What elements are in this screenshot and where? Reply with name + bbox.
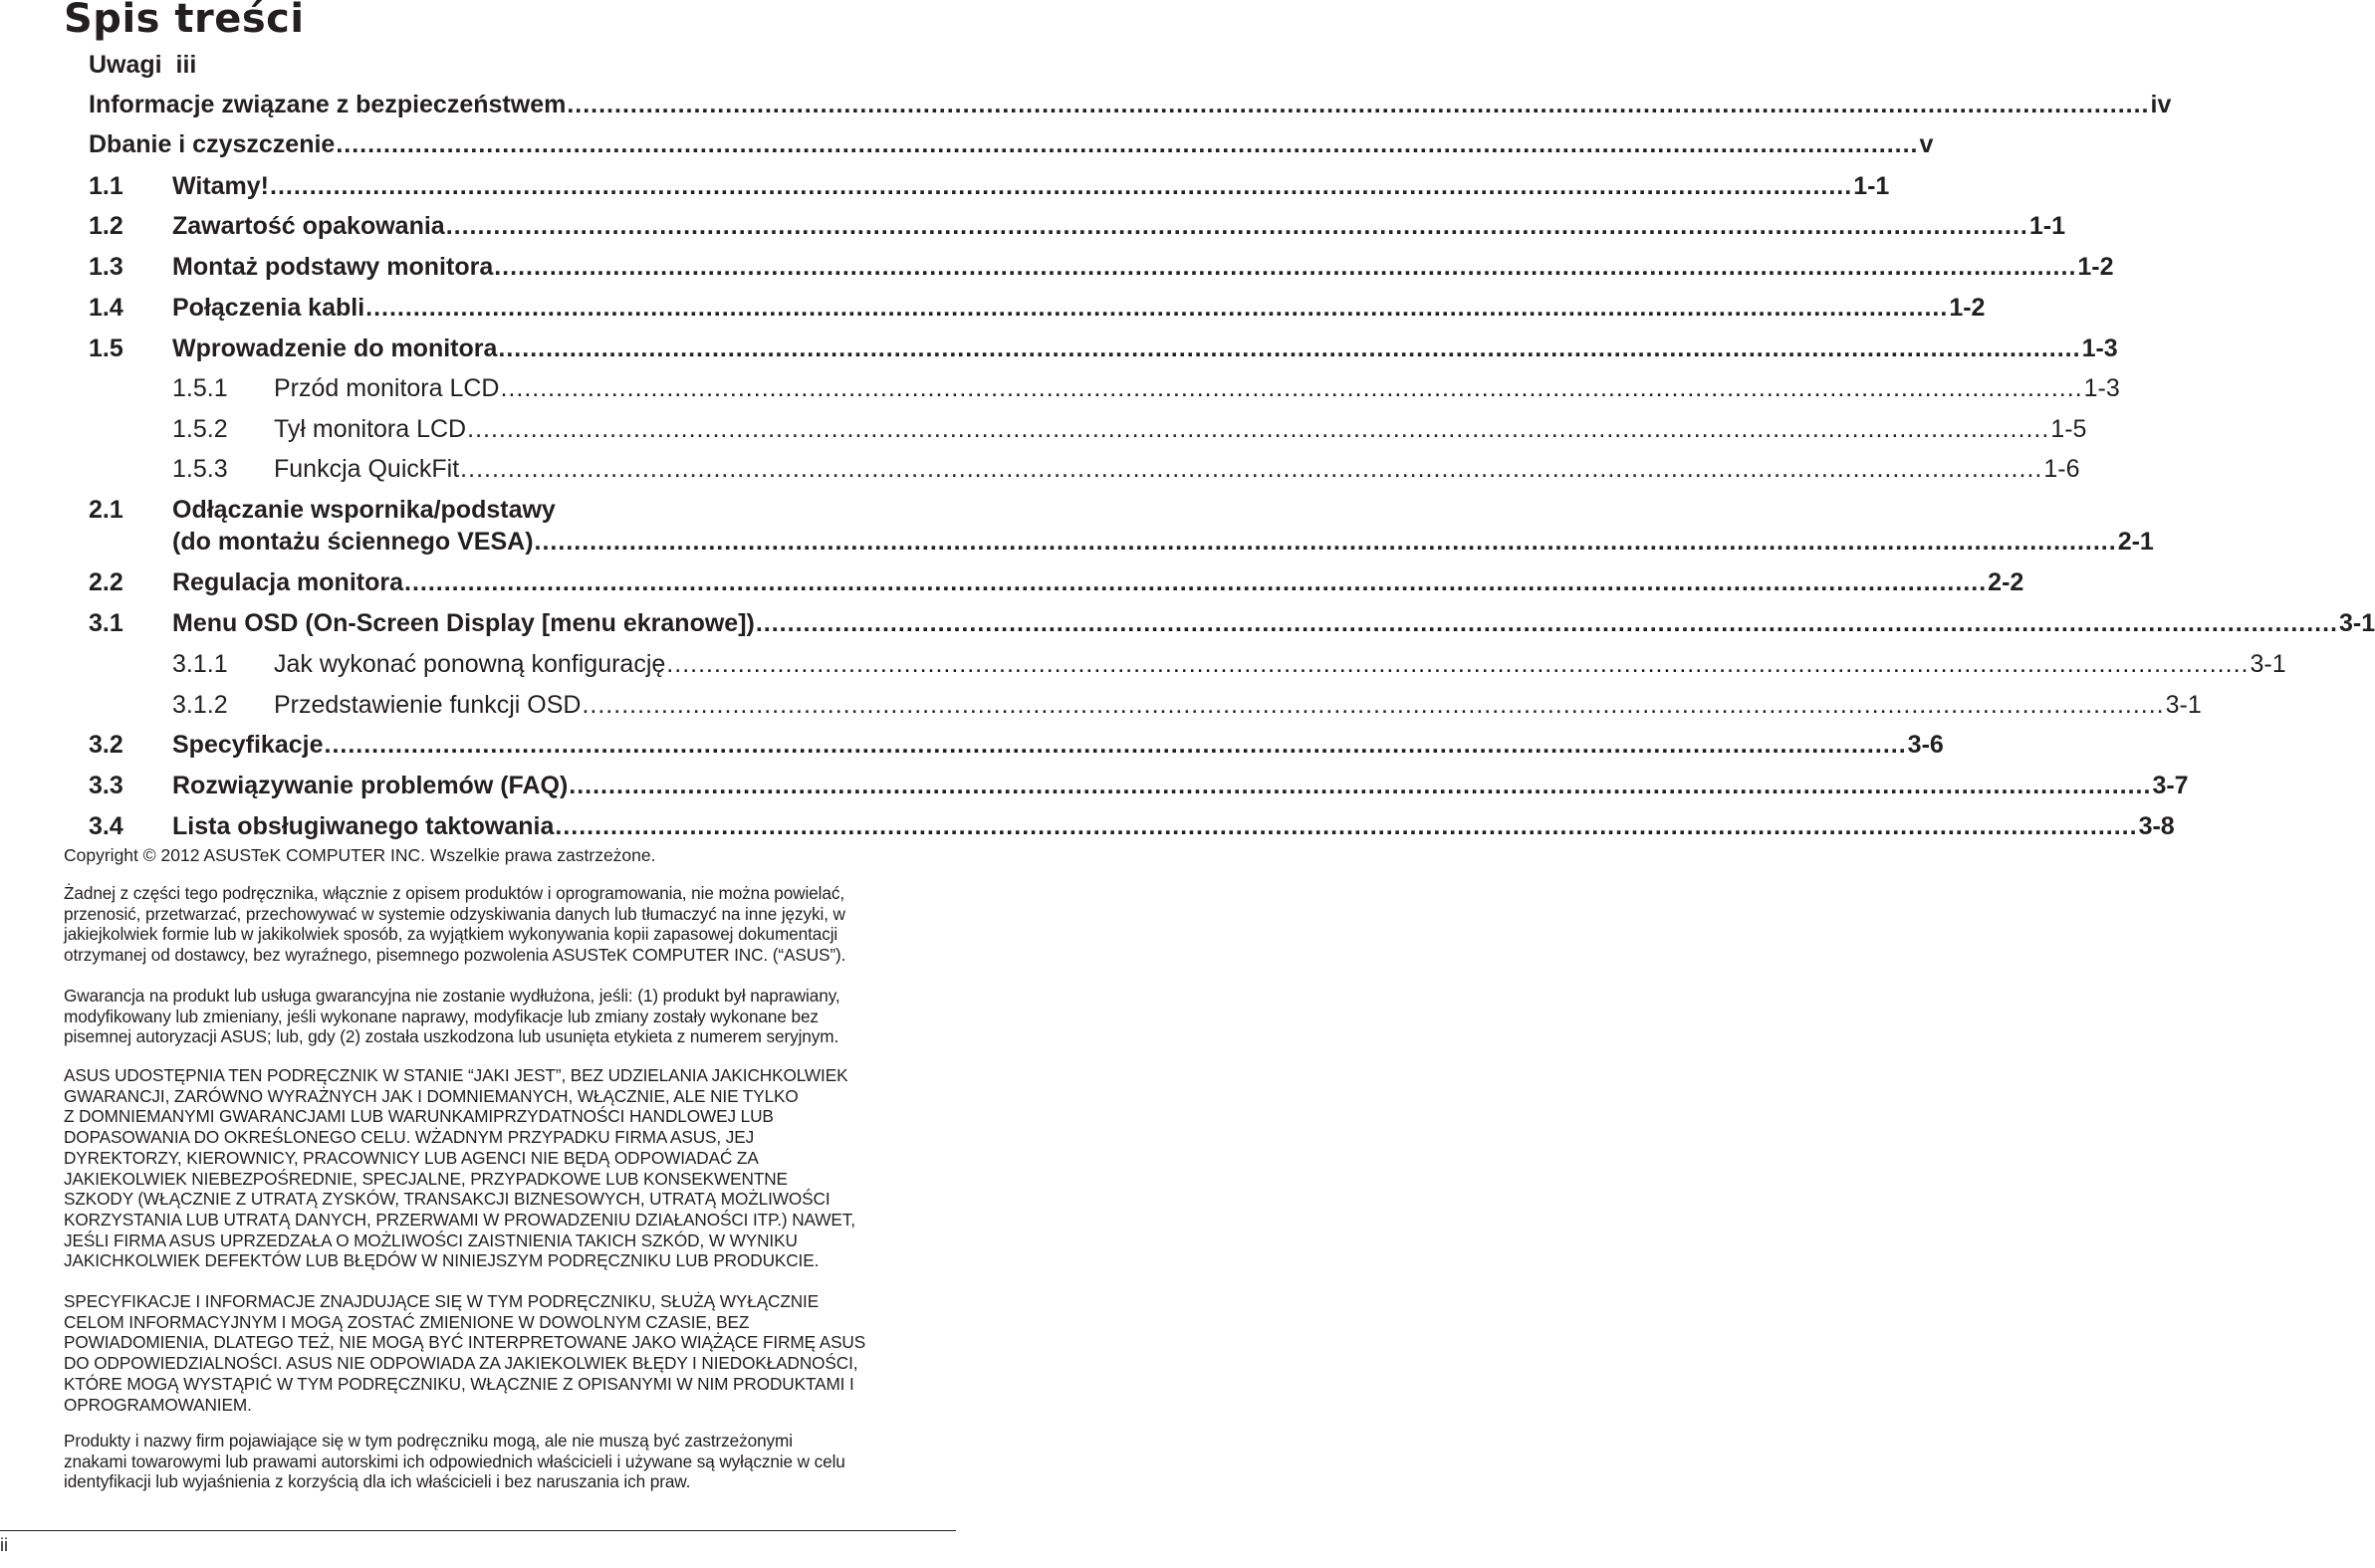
toc-entry-number: 1.5.2 bbox=[172, 415, 228, 443]
toc-entry-title: Przedstawienie funkcji OSD bbox=[274, 691, 582, 719]
toc-entry[interactable] bbox=[0, 211, 2066, 241]
toc-entry-title-line bbox=[172, 567, 2024, 597]
toc-leader-dots: ........................................................................................................................................................................................................ bbox=[567, 91, 2150, 118]
toc-entry[interactable] bbox=[0, 414, 2087, 444]
toc-entry[interactable] bbox=[0, 649, 2286, 679]
toc-entry-title: Witamy! bbox=[172, 172, 270, 200]
toc-entry-number: 1.5 bbox=[89, 335, 123, 362]
toc-leader-dots: ........................................................................................................................................................................................................ bbox=[324, 731, 1907, 759]
toc-entry-title: Rozwiązywanie problemów (FAQ) bbox=[172, 772, 569, 799]
toc-entry-title: Tył monitora LCD bbox=[274, 415, 467, 443]
toc-entry-title: Uwagi bbox=[89, 51, 162, 79]
legal-line: CELOM INFORMACYJNYM I MOGĄ ZOSTAĆ ZMIENIONE W DOWOLNYM CZASIE, BEZ bbox=[64, 1311, 750, 1332]
legal-line: identyfikacji lub wyjaśnienia z korzyścią dla ich właścicieli i bez naruszania ich praw. bbox=[64, 1471, 691, 1492]
toc-entry-continuation[interactable] bbox=[0, 527, 2154, 557]
toc-entry[interactable] bbox=[0, 293, 1986, 323]
toc-entry-number: 1.4 bbox=[89, 294, 123, 322]
legal-paragraph bbox=[64, 1431, 950, 1492]
toc-leader-dots: ........................................................................................................................................................................................................ bbox=[467, 415, 2050, 443]
toc-leader-dots: ........................................................................................................................................................................................................ bbox=[365, 294, 1949, 322]
legal-line: OPROGRAMOWANIEM. bbox=[64, 1394, 252, 1415]
legal-line: GWARANCJI, ZARÓWNO WYRAŻNYCH JAK I DOMNIEMANYCH, WŁĄCZNIE, ALE NIE TYLKO bbox=[64, 1085, 799, 1106]
toc-entry[interactable] bbox=[0, 129, 1934, 159]
legal-line: DOPASOWANIA DO OKREŚLONEGO CELU. WŻADNYM PRZYPADKU FIRMA ASUS, JEJ bbox=[64, 1127, 755, 1148]
toc-entry-title-line bbox=[172, 527, 2154, 557]
toc-entry-page: 1-6 bbox=[2043, 455, 2080, 483]
legal-line: DYREKTORZY, KIEROWNICY, PRACOWNICY LUB AGENCI NIE BĘDĄ ODPOWIADAĆ ZA bbox=[64, 1147, 759, 1168]
toc-entry-page: 1-1 bbox=[2028, 212, 2066, 240]
toc-entry-title-line bbox=[89, 50, 196, 80]
toc-entry-title-line bbox=[172, 730, 1944, 760]
toc-entry-title-line bbox=[274, 649, 2286, 679]
toc-entry-page: iv bbox=[2150, 91, 2172, 118]
toc-entry-number: 1.1 bbox=[89, 172, 123, 200]
toc-entry-title-line bbox=[89, 90, 2172, 119]
legal-paragraph bbox=[64, 1291, 950, 1415]
toc-entry-page: iii bbox=[175, 51, 197, 79]
toc-entry-title-line bbox=[172, 211, 2066, 241]
toc-entry-number: 3.1 bbox=[89, 609, 123, 637]
toc-entry[interactable] bbox=[0, 373, 2120, 403]
legal-line: POWIADOMIENIA, DLATEGO TEŻ, NIE MOGĄ BYĆ INTERPRETOWANE JAKO WIĄŻĄCE FIRMĘ ASUS bbox=[64, 1332, 866, 1353]
toc-entry-page: 1-2 bbox=[2077, 253, 2114, 281]
toc-entry-number: 3.4 bbox=[89, 812, 123, 840]
toc-entry-title: Przód monitora LCD bbox=[274, 374, 500, 402]
legal-line: pisemnej autoryzacji ASUS; lub, gdy (2) została uszkodzona lub usunięta etykieta z numerem seryjnym. bbox=[64, 1026, 839, 1047]
legal-line: modyfikowany lub zmieniany, jeśli wykonane naprawy, modyfikacje lub zmiany zostały wykonane bez bbox=[64, 1006, 819, 1026]
toc-entry-number: 1.3 bbox=[89, 253, 123, 281]
toc-entry-title-line bbox=[172, 334, 2118, 363]
toc-entry-title-line bbox=[172, 293, 1986, 323]
legal-line: znakami towarowymi lub prawami autorskimi ich odpowiednich właścicieli i używane są wyłącznie w celu bbox=[64, 1451, 845, 1471]
toc-entry-page: 3-8 bbox=[2138, 812, 2175, 840]
toc-entry-number: 1.5.1 bbox=[172, 374, 228, 402]
toc-entry-title: Informacje związane z bezpieczeństwem bbox=[89, 91, 567, 118]
toc-entry-title: Wprowadzenie do monitora bbox=[172, 335, 498, 362]
toc-entry[interactable] bbox=[0, 567, 2024, 597]
toc-entry-title-line bbox=[172, 811, 2175, 841]
toc-entry[interactable] bbox=[0, 454, 2080, 484]
toc-entry-title-line bbox=[172, 252, 2114, 282]
toc-entry-title-line bbox=[172, 608, 2375, 638]
toc-entry[interactable] bbox=[0, 50, 956, 80]
toc-entry-title: Funkcja QuickFit bbox=[274, 455, 460, 483]
toc-leader-dots: ........................................................................................................................................................................................................ bbox=[500, 374, 2083, 402]
toc-entry[interactable] bbox=[0, 252, 2114, 282]
toc-entry[interactable] bbox=[0, 334, 2118, 363]
toc-entry-title-line bbox=[274, 414, 2087, 444]
toc-entry-page: 3-6 bbox=[1907, 731, 1944, 759]
toc-entry-number: 3.3 bbox=[89, 772, 123, 799]
toc-entry[interactable] bbox=[0, 690, 2202, 720]
toc-entry-page: 1-3 bbox=[2083, 374, 2120, 402]
legal-line: KTÓRE MOGĄ WYSTĄPIĆ W TYM PODRĘCZNIKU, WŁĄCZNIE Z OPISANYMI W NIM PRODUKTAMI I bbox=[64, 1373, 854, 1394]
toc-entry[interactable] bbox=[0, 608, 2375, 638]
toc-entry-title: Połączenia kabli bbox=[172, 294, 365, 322]
toc-leader-dots: ........................................................................................................................................................................................................ bbox=[336, 130, 1919, 158]
toc-entry[interactable] bbox=[0, 771, 2189, 800]
toc-leader-dots: ........................................................................................................................................................................................................ bbox=[582, 691, 2165, 719]
toc-entry-number: 2.2 bbox=[89, 568, 123, 596]
toc-entry-page: 1-2 bbox=[1949, 294, 1986, 322]
footer-divider bbox=[0, 1530, 956, 1531]
toc-entry-title-line bbox=[89, 129, 1934, 159]
toc-entry-title: Montaż podstawy monitora bbox=[172, 253, 494, 281]
legal-line: SZKODY (WŁĄCZNIE Z UTRATĄ ZYSKÓW, TRANSAKCJI BIZNESOWYCH, UTRATĄ MOŻLIWOŚCI bbox=[64, 1189, 831, 1210]
toc-entry-number: 1.5.3 bbox=[172, 455, 228, 483]
legal-line: KORZYSTANIA LUB UTRATĄ DANYCH, PRZERWAMI W PROWADZENIU DZIAŁANOŚCI ITP.) NAWET, bbox=[64, 1209, 855, 1230]
toc-entry-title-line bbox=[172, 171, 1890, 201]
toc-entry-page: 3-1 bbox=[2165, 691, 2202, 719]
legal-line: JEŚLI FIRMA ASUS UPRZEDZAŁA O MOŻLIWOŚCI ZAISTNIENIA TAKICH SZKÓD, W WYNIKU bbox=[64, 1230, 798, 1250]
toc-entry-title-line bbox=[172, 771, 2189, 800]
legal-line: ASUS UDOSTĘPNIA TEN PODRĘCZNIK W STANIE “JAKI JEST”, BEZ UDZIELANIA JAKICHKOLWIEK bbox=[64, 1065, 848, 1085]
toc-entry-title: Lista obsługiwanego taktowania bbox=[172, 812, 555, 840]
toc-entry-title-line bbox=[274, 373, 2120, 403]
toc-entry-number: 3.1.1 bbox=[172, 650, 228, 678]
toc-entry-page: 1-5 bbox=[2050, 415, 2087, 443]
page-title: Spis treści bbox=[64, 0, 305, 42]
toc-entry[interactable] bbox=[0, 90, 2172, 119]
toc-entry-page: 3-1 bbox=[2250, 650, 2286, 678]
toc-leader-dots: ........................................................................................................................................................................................................ bbox=[498, 335, 2081, 362]
toc-entry-title: Specyfikacje bbox=[172, 731, 324, 759]
toc-entry-title: Regulacja monitora bbox=[172, 568, 403, 596]
toc-spacer bbox=[162, 50, 176, 80]
toc-leader-dots: ........................................................................................................................................................................................................ bbox=[494, 253, 2077, 281]
legal-paragraph bbox=[64, 986, 950, 1047]
legal-line: JAKIEKOLWIEK NIEBEZPOŚREDNIE, SPECJALNE, PRZYPADKOWE LUB KONSEKWENTNE bbox=[64, 1168, 788, 1189]
toc-entry-title: Zawartość opakowania bbox=[172, 212, 445, 240]
legal-line: Produkty i nazwy firm pojawiające się w tym podręczniku mogą, ale nie muszą być zastrzeżonymi bbox=[64, 1431, 793, 1451]
toc-entry[interactable] bbox=[0, 730, 1944, 760]
toc-leader-dots: ........................................................................................................................................................................................................ bbox=[534, 528, 2117, 556]
legal-paragraph bbox=[64, 883, 950, 966]
toc-entry[interactable] bbox=[0, 495, 956, 525]
legal-line: przenosić, przetwarzać, przechowywać w systemie odzyskiwania danych lub tłumaczyć na inne języki, w bbox=[64, 903, 845, 924]
toc-entry-number: 3.2 bbox=[89, 731, 123, 759]
toc-entry-page: 2-2 bbox=[1988, 568, 2024, 596]
toc-leader-dots: ........................................................................................................................................................................................................ bbox=[755, 609, 2339, 637]
legal-line: DO ODPOWIEDZIALNOŚCI. ASUS NIE ODPOWIADA ZA JAKIEKOLWIEK BŁĘDY I NIEDOKŁADNOŚCI, bbox=[64, 1353, 858, 1374]
toc-entry-title: Odłączanie wspornika/podstawy bbox=[172, 496, 556, 524]
toc-entry-number: 2.1 bbox=[89, 496, 123, 524]
page-number: ii bbox=[0, 1535, 8, 1555]
toc-entry[interactable] bbox=[0, 171, 1890, 201]
copyright-notice: Copyright © 2012 ASUSTeK COMPUTER INC. Wszelkie prawa zastrzeżone. bbox=[64, 845, 656, 865]
toc-entry-page: 3-7 bbox=[2152, 772, 2189, 799]
toc-entry-page: 1-3 bbox=[2081, 335, 2118, 362]
legal-line: JAKICHKOLWIEK DEFEKTÓW LUB BŁĘDÓW W NINIEJSZYM PODRĘCZNIKU LUB PRODUKCIE. bbox=[64, 1250, 820, 1271]
legal-line: otrzymanej od dostawcy, bez wyraźnego, pisemnego pozwolenia ASUSTeK COMPUTER INC. (“ASUS”). bbox=[64, 945, 846, 966]
toc-entry-number: 1.2 bbox=[89, 212, 123, 240]
toc-entry-title: Dbanie i czyszczenie bbox=[89, 130, 336, 158]
toc-entry-title-cont: (do montażu ściennego VESA) bbox=[172, 528, 534, 556]
toc-entry-number: 3.1.2 bbox=[172, 691, 228, 719]
toc-leader-dots: ........................................................................................................................................................................................................ bbox=[569, 772, 2152, 799]
toc-entry-page: v bbox=[1919, 130, 1934, 158]
toc-leader-dots: ........................................................................................................................................................................................................ bbox=[404, 568, 1988, 596]
legal-line: Z DOMNIEMANYMI GWARANCJAMI LUB WARUNKAMIPRZYDATNOŚCI HANDLOWEJ LUB bbox=[64, 1106, 774, 1127]
toc-entry-title-line bbox=[274, 690, 2202, 720]
toc-entry-page: 2-1 bbox=[2117, 528, 2154, 556]
toc-entry-title: Menu OSD (On-Screen Display [menu ekranowe]) bbox=[172, 609, 755, 637]
toc-entry-title-line bbox=[274, 454, 2080, 484]
toc-entry-page: 3-1 bbox=[2339, 609, 2375, 637]
legal-line: SPECYFIKACJE I INFORMACJE ZNAJDUJĄCE SIĘ W TYM PODRĘCZNIKU, SŁUŻĄ WYŁĄCZNIE bbox=[64, 1291, 820, 1311]
toc-leader-dots: ........................................................................................................................................................................................................ bbox=[555, 812, 2138, 840]
toc-leader-dots: ........................................................................................................................................................................................................ bbox=[445, 212, 2028, 240]
toc-leader-dots: ........................................................................................................................................................................................................ bbox=[270, 172, 1853, 200]
toc-leader-dots: ........................................................................................................................................................................................................ bbox=[460, 455, 2043, 483]
toc-entry[interactable] bbox=[0, 811, 2175, 841]
legal-line: Żadnej z części tego podręcznika, włącznie z opisem produktów i oprogramowania, nie można powielać, bbox=[64, 883, 844, 903]
toc-entry-title: Jak wykonać ponowną konfigurację bbox=[274, 650, 666, 678]
legal-line: jakiejkolwiek formie lub w jakikolwiek sposób, za wyjątkiem wykonywania kopii zapasowej dokumentacji bbox=[64, 924, 838, 945]
toc-entry-page: 1-1 bbox=[1853, 172, 1890, 200]
legal-paragraph bbox=[64, 1065, 950, 1271]
toc-leader-dots: ........................................................................................................................................................................................................ bbox=[666, 650, 2250, 678]
legal-line: Gwarancja na produkt lub usługa gwarancyjna nie zostanie wydłużona, jeśli: (1) produkt był naprawiany, bbox=[64, 986, 840, 1006]
